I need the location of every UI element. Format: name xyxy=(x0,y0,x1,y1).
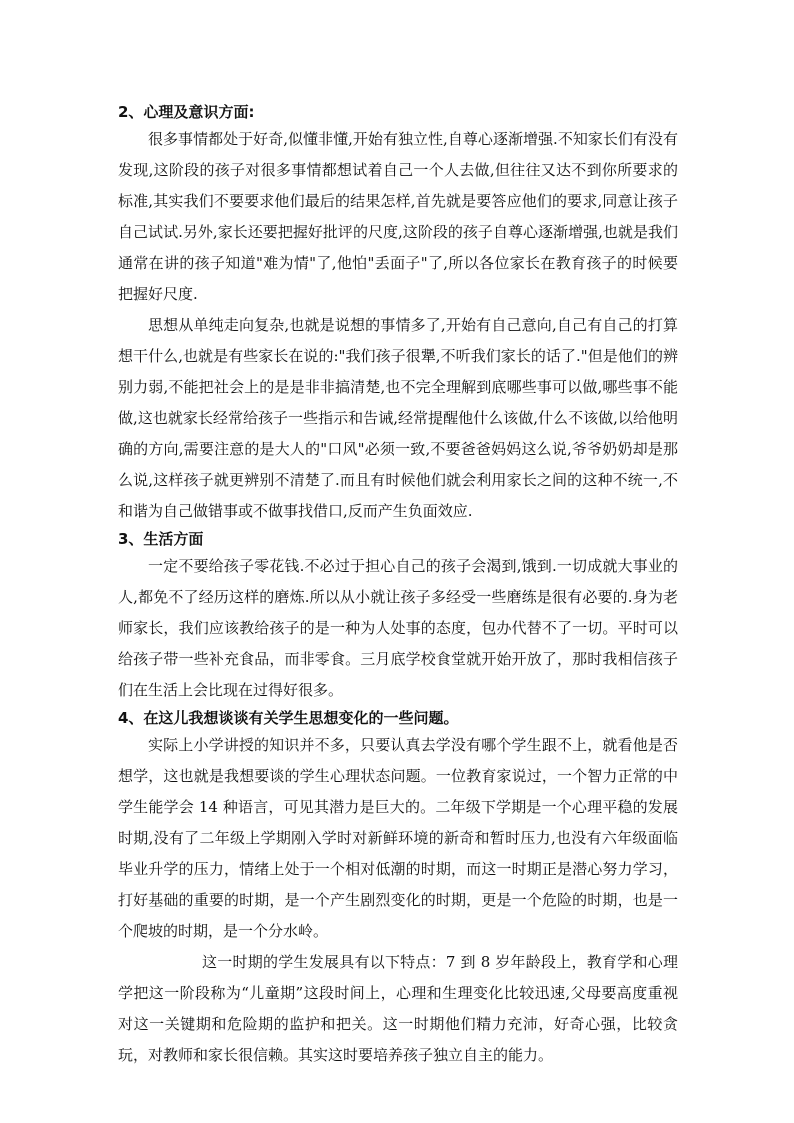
paragraph: 实际上小学讲授的知识并不多，只要认真去学没有哪个学生跟不上，就看他是否想学，这也就是我想要谈的学生心理状态问题。一位教育家说过，一个智力正常的中学生能学会 14 种语言，可见其潜力是巨大的。二年级下学期是一个心理平稳的发展时期,没有了二年级上学期刚入学时对新鲜环境的新奇和暂时压力,也没有六年级面临毕业升学的压力，情绪上处于一个相对低潮的时期，而这一时期正是潜心努力学习，打好基础的重要的时期，是一个产生剧烈变化的时期，更是一个危险的时期，也是一个爬坡的时期，是一个分水岭。 xyxy=(118,736,678,940)
section-heading-life: 3、生活方面 xyxy=(118,530,204,548)
section-heading-thinking: 4、在这儿我想谈谈有关学生思想变化的一些问题。 xyxy=(118,709,459,727)
paragraph: 一定不要给孩子零花钱.不必过于担心自己的孩子会渴到,饿到.一切成就大事业的人,都免不了经历这样的磨炼.所以从小就让孩子多经受一些磨练是很有必要的.身为老师家长，我们应该教给孩子的是一种为人处事的态度，包办代替不了一切。平时可以给孩子带一些补充食品，而非零食。三月底学校食堂就开始开放了，那时我相信孩子们在生活上会比现在过得好很多。 xyxy=(118,557,678,699)
paragraph: 这一时期的学生发展具有以下特点：7 到 8 岁年龄段上，教育学和心理学把这一阶段称为“儿童期”这段时间上，心理和生理变化比较迅速,父母要高度重视对这一关键期和危险期的监护和把关。这一时期他们精力充沛，好奇心强，比较贪玩，对教师和家长很信赖。其实这时要培养孩子独立自主的能力。 xyxy=(118,953,678,1064)
section-heading-psychology: 2、心理及意识方面: xyxy=(118,103,255,121)
paragraph: 很多事情都处于好奇,似懂非懂,开始有独立性,自尊心逐渐增强.不知家长们有没有发现,这阶段的孩子对很多事情都想试着自己一个人去做,但往往又达不到你所要求的标准,其实我们不要要求他们最后的结果怎样,首先就是要答应他们的要求,同意让孩子自己试试.另外,家长还要把握好批评的尺度,这阶段的孩子自尊心逐渐增强,也就是我们通常在讲的孩子知道"难为情"了,他怕"丢面子"了,所以各位家长在教育孩子的时候要把握好尺度. xyxy=(118,130,678,303)
document-body xyxy=(118,100,678,1071)
paragraph: 思想从单纯走向复杂,也就是说想的事情多了,开始有自己意向,自己有自己的打算想干什么,也就是有些家长在说的:"我们孩子很犟,不听我们家长的话了."但是他们的辨别力弱,不能把社会上的是是非非搞清楚,也不完全理解到底哪些事可以做,哪些事不能做,这也就家长经常给孩子一些指示和告诫,经常提醒他什么该做,什么不该做,以给他明确的方向,需要注意的是大人的"口风"必须一致,不要爸爸妈妈这么说,爷爷奶奶却是那么说,这样孩子就更辨别不清楚了.而且有时候他们就会利用家长之间的这种不统一,不和谐为自己做错事或不做事找借口,反而产生负面效应. xyxy=(118,316,678,520)
